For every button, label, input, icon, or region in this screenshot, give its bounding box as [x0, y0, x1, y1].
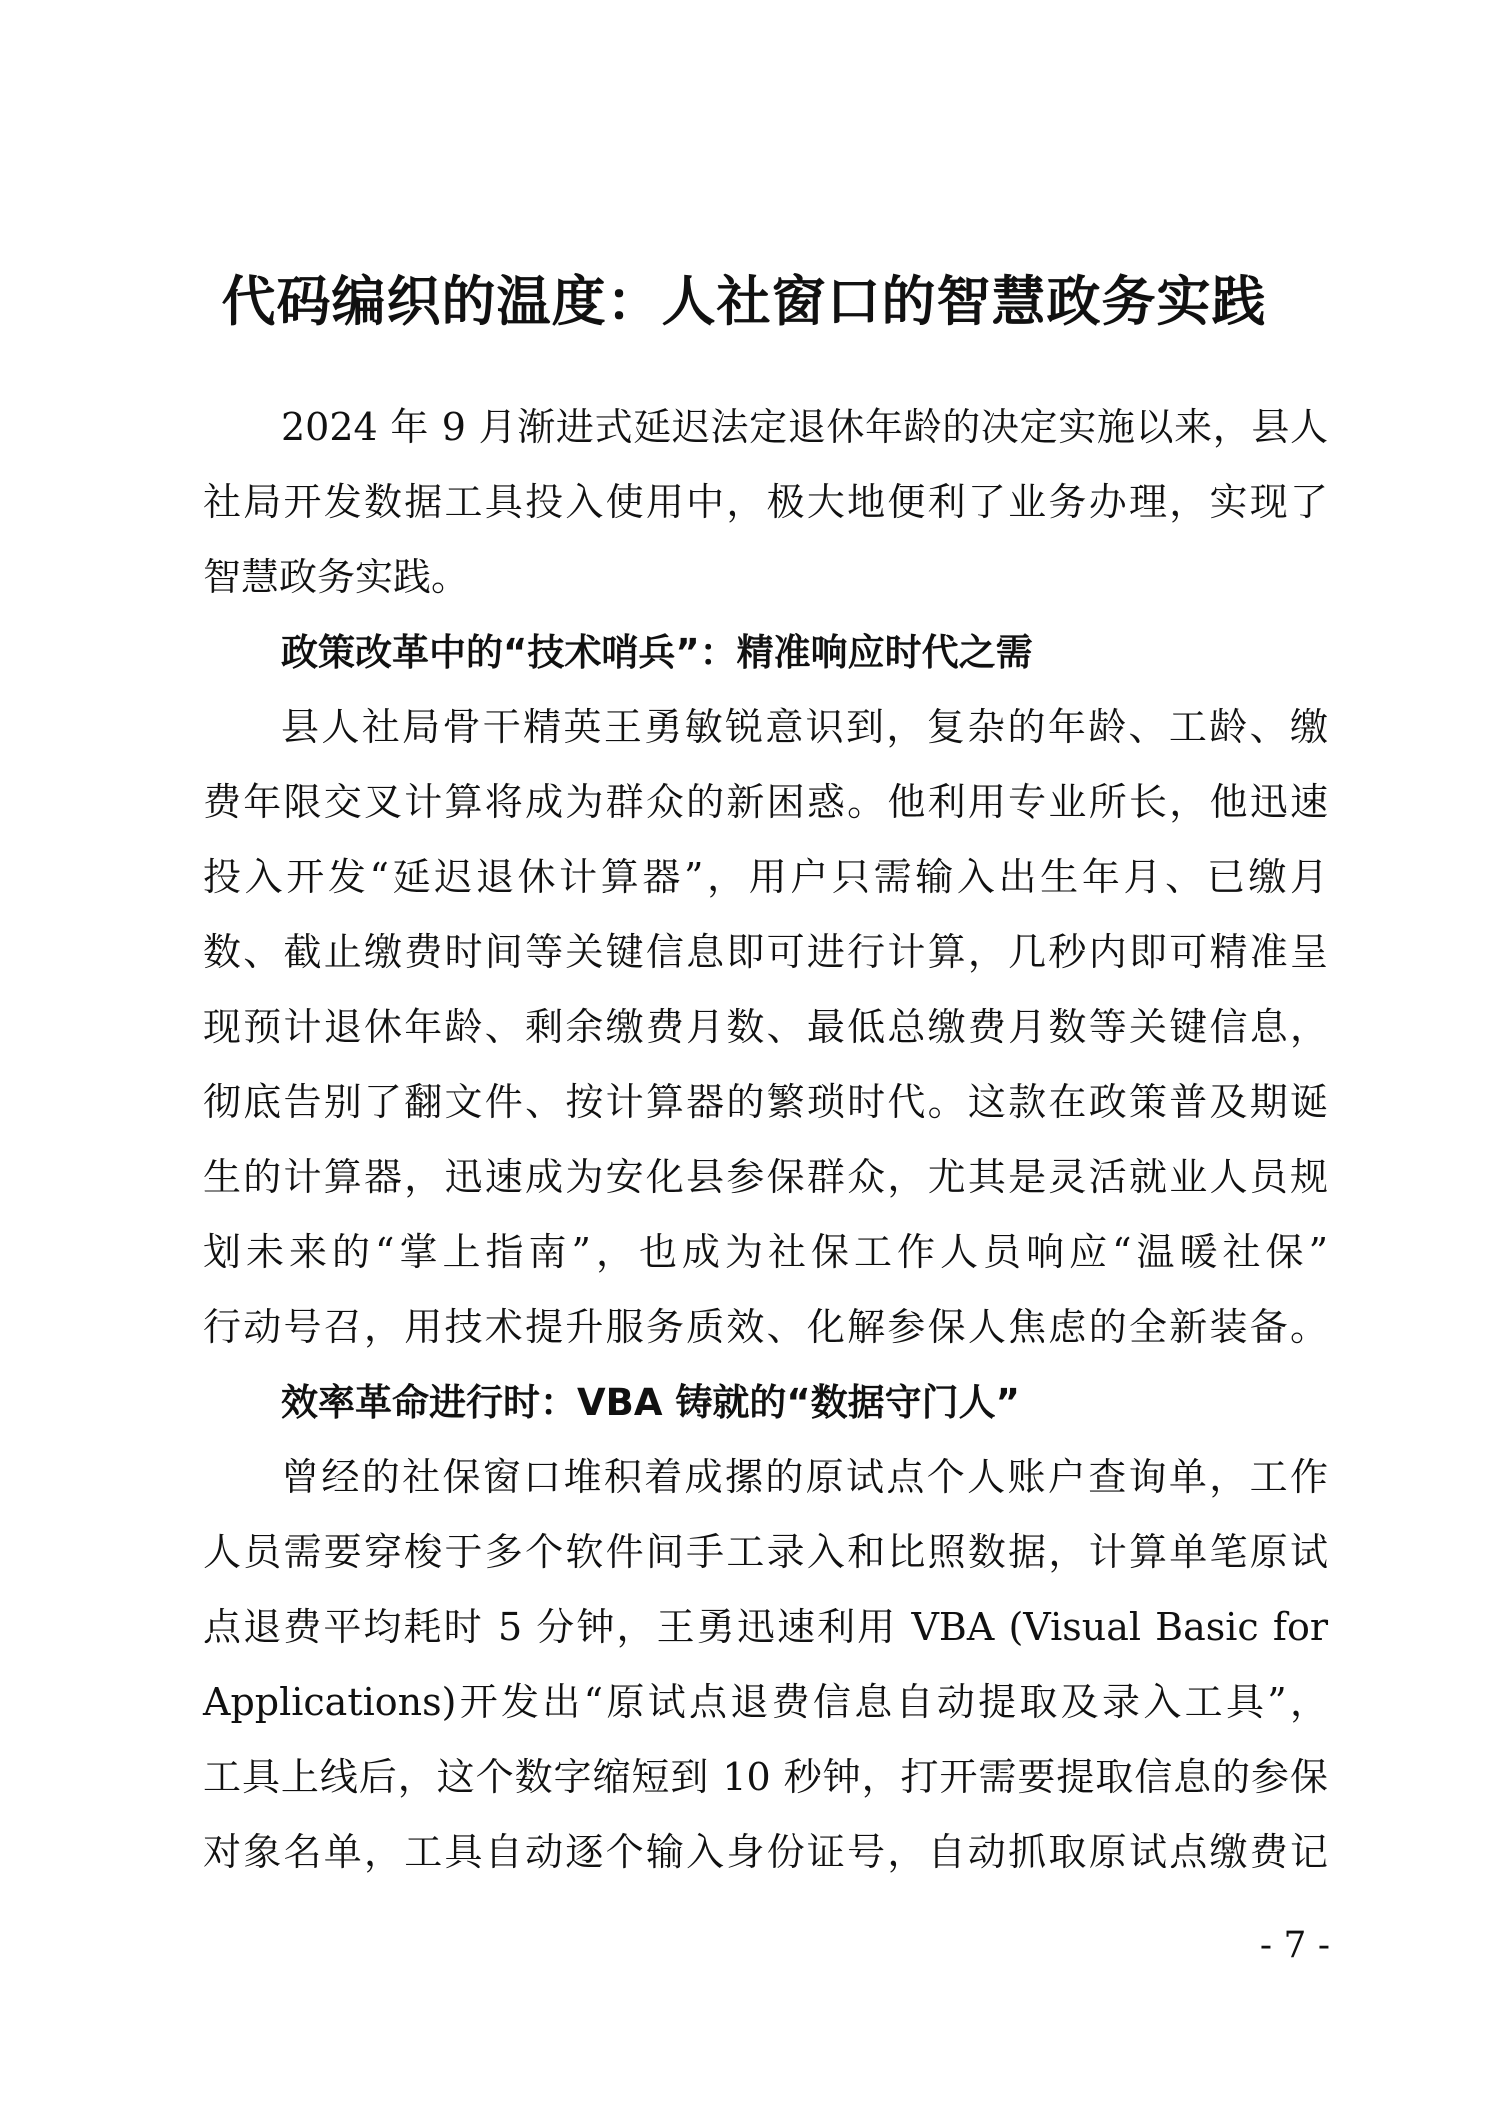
body-line: 彻底告别了翻文件、按计算器的繁琐时代。这款在政策普及期诞: [203, 1080, 1328, 1124]
body-line: 曾经的社保窗口堆积着成摞的原试点个人账户查询单，工作: [281, 1455, 1328, 1499]
section-heading: 政策改革中的“技术哨兵”：精准响应时代之需: [281, 631, 1033, 674]
body-line: 县人社局骨干精英王勇敏锐意识到，复杂的年龄、工龄、缴: [281, 705, 1328, 749]
body-line: 点退费平均耗时 5 分钟，王勇迅速利用 VBA (Visual Basic for: [203, 1605, 1328, 1649]
body-line: 划未来的“掌上指南”，也成为社保工作人员响应“温暖社保”: [203, 1230, 1328, 1274]
body-line: 数、截止缴费时间等关键信息即可进行计算，几秒内即可精准呈: [203, 930, 1328, 974]
body-line: 人员需要穿梭于多个软件间手工录入和比照数据，计算单笔原试: [203, 1530, 1328, 1574]
section-heading: 效率革命进行时：VBA 铸就的“数据守门人”: [281, 1381, 1020, 1424]
body-line: 对象名单，工具自动逐个输入身份证号，自动抓取原试点缴费记: [203, 1830, 1328, 1874]
document-title: 代码编织的温度：人社窗口的智慧政务实践: [221, 269, 1267, 333]
body-line: 社局开发数据工具投入使用中，极大地便利了业务办理，实现了: [203, 480, 1328, 524]
page-number: - 7 -: [1259, 1925, 1330, 1966]
body-line: 智慧政务实践。: [203, 555, 470, 599]
document-body: [203, 390, 1328, 1890]
body-line: 2024 年 9 月渐进式延迟法定退休年龄的决定实施以来，县人: [281, 405, 1328, 449]
body-line: 生的计算器，迅速成为安化县参保群众，尤其是灵活就业人员规: [203, 1155, 1328, 1199]
body-line: Applications)开发出“原试点退费信息自动提取及录入工具”，: [203, 1680, 1328, 1724]
body-line: 工具上线后，这个数字缩短到 10 秒钟，打开需要提取信息的参保: [203, 1755, 1328, 1799]
body-line: 费年限交叉计算将成为群众的新困惑。他利用专业所长，他迅速: [203, 780, 1328, 824]
body-line: 现预计退休年龄、剩余缴费月数、最低总缴费月数等关键信息，: [203, 1005, 1328, 1049]
body-line: 行动号召，用技术提升服务质效、化解参保人焦虑的全新装备。: [203, 1305, 1328, 1349]
body-line: 投入开发“延迟退休计算器”，用户只需输入出生年月、已缴月: [203, 855, 1328, 899]
